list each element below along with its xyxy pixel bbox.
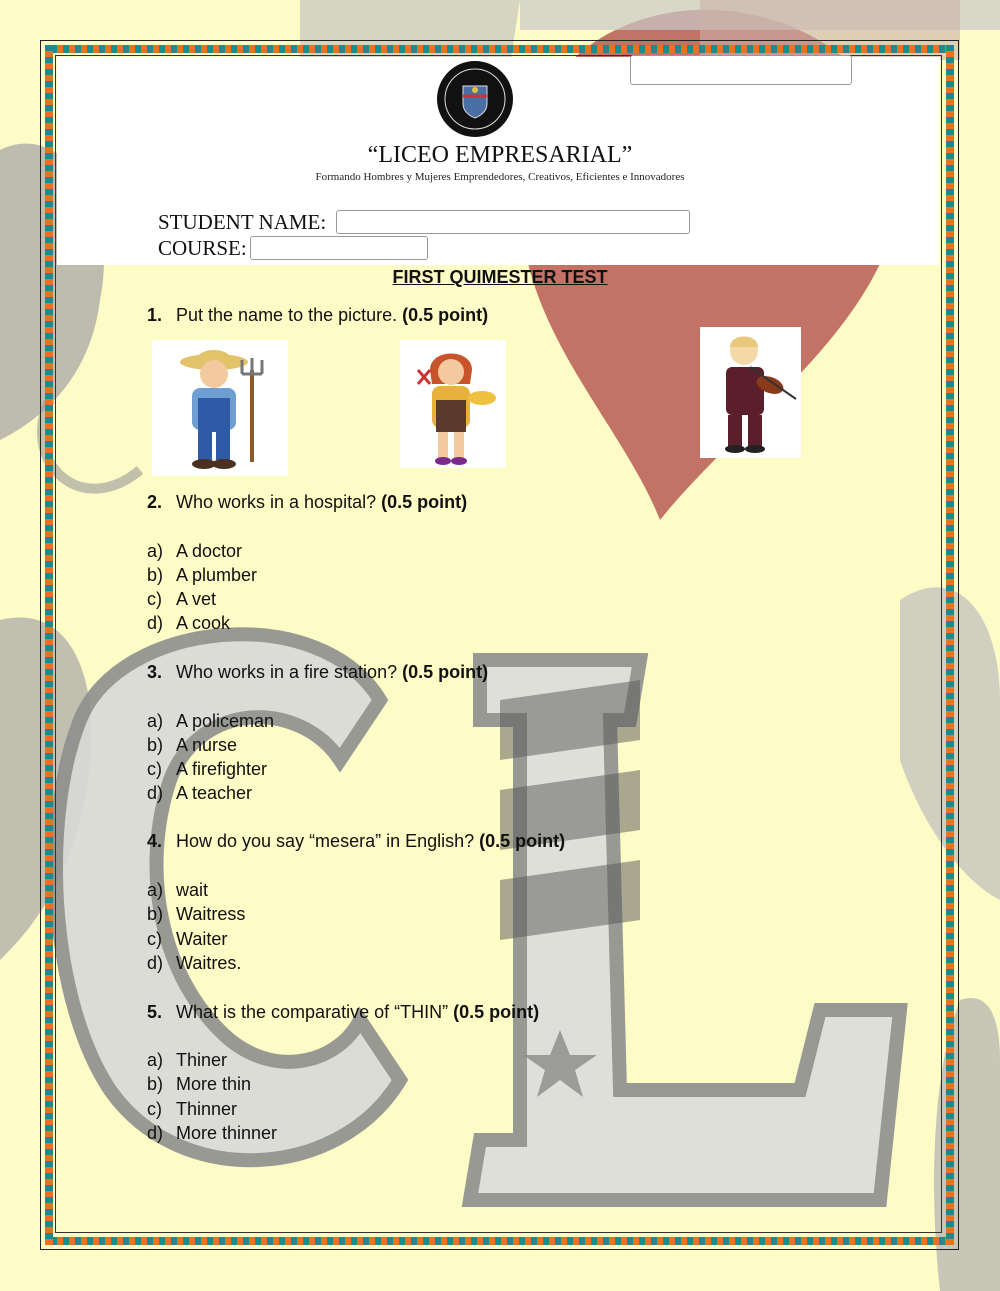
option-2c[interactable] — [147, 589, 216, 610]
question-points: (0.5 point) — [381, 492, 468, 512]
student-name-label: STUDENT NAME: — [158, 210, 327, 234]
option-text: A nurse — [176, 735, 238, 755]
hairdresser-picture — [400, 340, 506, 468]
option-text: A vet — [176, 589, 217, 609]
option-2b[interactable] — [147, 565, 257, 586]
course-label: COURSE: — [158, 236, 247, 260]
question-points: (0.5 point) — [453, 1002, 540, 1022]
option-text: Thiner — [176, 1050, 228, 1070]
option-letter: c) — [147, 929, 162, 949]
option-text: A teacher — [176, 783, 253, 803]
option-3c[interactable] — [147, 759, 267, 780]
school-name: “LICEO EMPRESARIAL” — [367, 142, 633, 168]
option-letter: d) — [147, 783, 164, 803]
option-text: A plumber — [176, 565, 258, 585]
option-4b[interactable] — [147, 904, 245, 925]
option-3a[interactable] — [147, 711, 274, 732]
option-letter: b) — [147, 1074, 164, 1094]
question-text: Who works in a hospital? — [176, 492, 382, 512]
option-letter: c) — [147, 1099, 162, 1119]
option-letter: b) — [147, 565, 164, 585]
question-number: 4. — [147, 831, 163, 851]
option-letter: d) — [147, 613, 164, 633]
option-5c[interactable] — [147, 1099, 237, 1120]
option-3d[interactable] — [147, 783, 252, 804]
option-text: More thin — [176, 1074, 252, 1094]
question-text: What is the comparative of “THIN” — [176, 1002, 454, 1022]
question-text: Who works in a fire station? — [176, 662, 403, 682]
test-title: FIRST QUIMESTER TEST — [392, 267, 608, 287]
question-1 — [147, 305, 488, 326]
option-letter: b) — [147, 904, 164, 924]
option-4c[interactable] — [147, 929, 227, 950]
farmer-picture — [152, 340, 288, 476]
option-letter: a) — [147, 711, 164, 731]
option-text: wait — [176, 880, 209, 900]
option-4d[interactable] — [147, 953, 241, 974]
school-seal-logo — [436, 60, 514, 138]
option-5a[interactable] — [147, 1050, 227, 1071]
option-letter: c) — [147, 589, 162, 609]
option-text: Thinner — [176, 1099, 238, 1119]
violinist-picture — [700, 327, 801, 458]
option-5d[interactable] — [147, 1123, 277, 1144]
school-motto: Formando Hombres y Mujeres Emprendedores, Creativos, Eficientes e Innovadores — [315, 171, 685, 183]
option-letter: d) — [147, 1123, 164, 1143]
student-name-field[interactable] — [336, 210, 690, 234]
question-2 — [147, 492, 467, 513]
option-text: A policeman — [176, 711, 275, 731]
option-letter: a) — [147, 541, 164, 561]
top-right-box — [630, 55, 852, 85]
option-text: A cook — [176, 613, 231, 633]
option-text: More thinner — [176, 1123, 278, 1143]
option-text: Waitress — [176, 904, 246, 924]
option-text: A doctor — [176, 541, 243, 561]
question-text: How do you say “mesera” in English? — [176, 831, 480, 851]
question-text: Put the name to the picture. — [176, 305, 403, 325]
option-4a[interactable] — [147, 880, 208, 901]
option-2d[interactable] — [147, 613, 230, 634]
question-4 — [147, 831, 565, 852]
question-points: (0.5 point) — [402, 305, 489, 325]
option-letter: a) — [147, 1050, 164, 1070]
option-letter: a) — [147, 880, 164, 900]
question-points: (0.5 point) — [479, 831, 566, 851]
option-letter: d) — [147, 953, 164, 973]
question-3 — [147, 662, 488, 683]
option-5b[interactable] — [147, 1074, 251, 1095]
option-text: Waitres. — [176, 953, 242, 973]
option-letter: b) — [147, 735, 164, 755]
option-text: Waiter — [176, 929, 228, 949]
question-number: 5. — [147, 1002, 163, 1022]
question-points: (0.5 point) — [402, 662, 489, 682]
question-number: 2. — [147, 492, 163, 512]
option-letter: c) — [147, 759, 162, 779]
question-number: 3. — [147, 662, 163, 682]
question-number: 1. — [147, 305, 163, 325]
question-5 — [147, 1002, 539, 1023]
option-2a[interactable] — [147, 541, 242, 562]
course-field[interactable] — [250, 236, 428, 260]
option-3b[interactable] — [147, 735, 237, 756]
option-text: A firefighter — [176, 759, 268, 779]
